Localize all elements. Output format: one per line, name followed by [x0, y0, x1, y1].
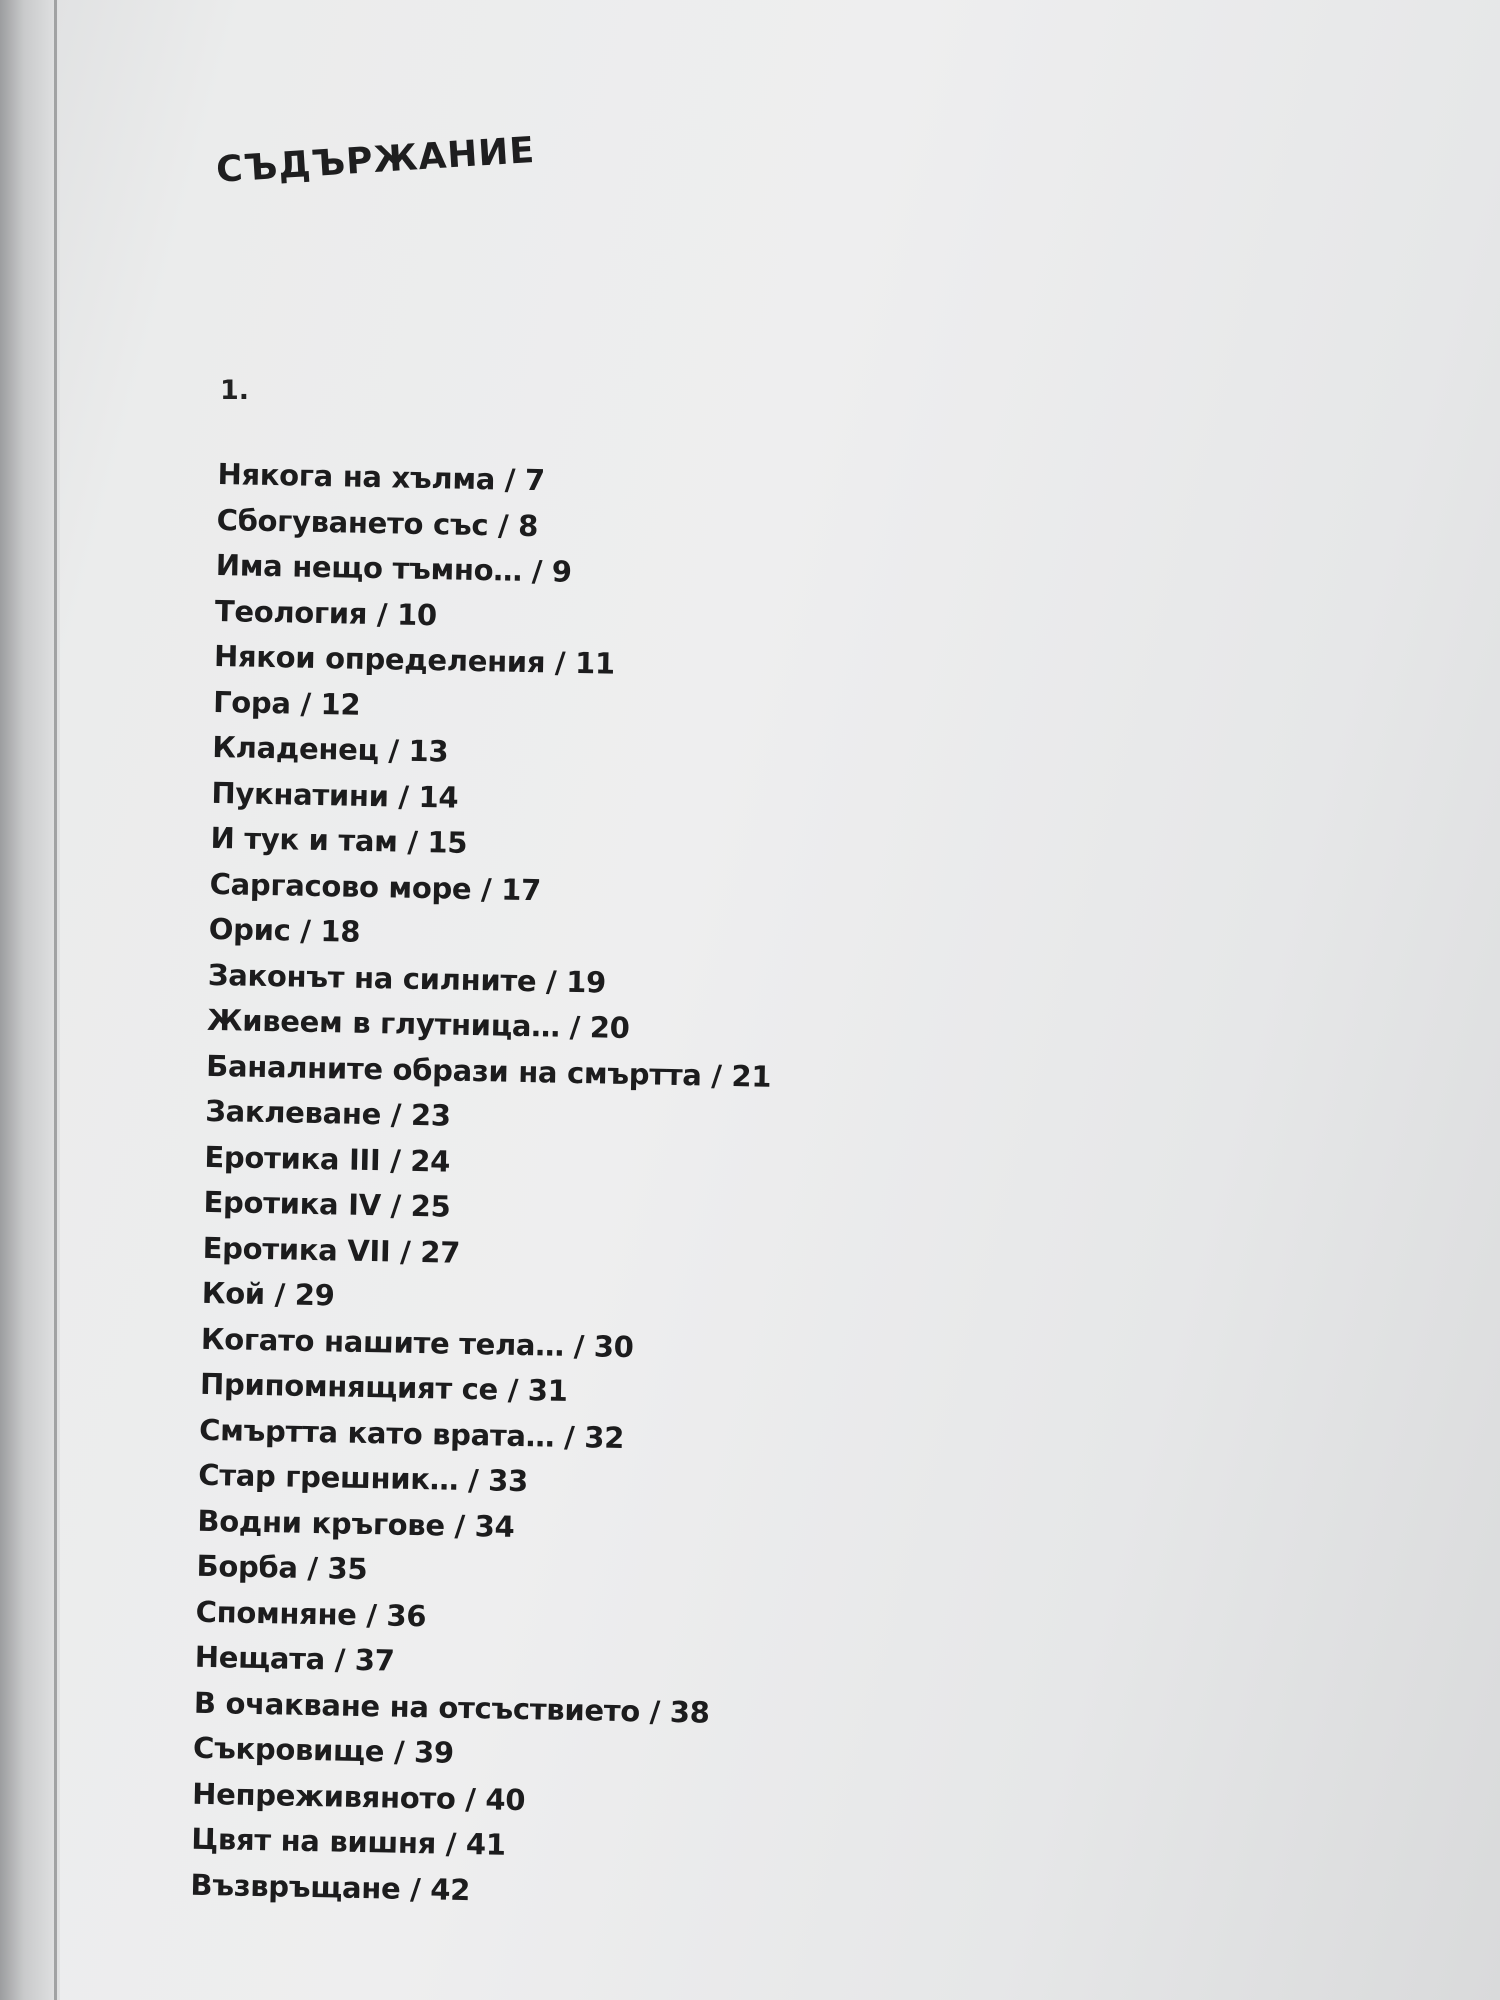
- toc-entry: Водни кръгове / 34: [197, 1503, 515, 1544]
- toc-entry: Живеем в глутница… / 20: [206, 1002, 630, 1046]
- toc-entry: Цвят на вишня / 41: [191, 1821, 507, 1862]
- show-through-text: [1283, 200, 1297, 1028]
- toc-entry: Възвръщане / 42: [190, 1867, 471, 1907]
- toc-entry: Еротика VII / 27: [202, 1230, 461, 1270]
- section-number: 1.: [220, 375, 250, 406]
- toc-entry: Заклеване / 23: [205, 1093, 451, 1133]
- toc-entry: Гора / 12: [212, 684, 361, 722]
- toc-entry: Смъртта като врата… / 32: [198, 1412, 625, 1455]
- toc-entry: Борба / 35: [196, 1548, 368, 1587]
- toc-entry: Саргасово море / 17: [209, 866, 542, 907]
- toc-entry: Спомняне / 36: [195, 1594, 427, 1633]
- page-edge-line: [54, 0, 57, 2000]
- toc-entry: Сбогуването със / 8: [216, 502, 539, 543]
- toc-entry: Орис / 18: [208, 911, 361, 949]
- toc-entry: Някога на хълма / 7: [217, 456, 546, 498]
- toc-entry: Нещата / 37: [194, 1639, 395, 1678]
- toc-entry: Пукнатини / 14: [211, 775, 459, 815]
- toc-entry: Законът на силните / 19: [207, 957, 607, 1000]
- toc-entry: В очакване на отсъствието / 38: [193, 1685, 710, 1730]
- toc-entry: Стар грешник… / 33: [198, 1457, 529, 1499]
- toc-entry: Непреживяното / 40: [191, 1776, 526, 1817]
- toc-entry: Припомнящият се / 31: [199, 1366, 568, 1408]
- toc-entry: Еротика III / 24: [204, 1139, 451, 1179]
- toc-entry: Еротика IV / 25: [203, 1184, 451, 1224]
- toc-entry: И тук и там / 15: [210, 820, 468, 860]
- toc-entry: Баналните образи на смъртта / 21: [205, 1048, 772, 1094]
- table-of-contents: [190, 452, 783, 1919]
- page-title: СЪДЪРЖАНИЕ: [215, 129, 537, 191]
- toc-entry: Кладенец / 13: [212, 729, 449, 769]
- toc-entry: Кой / 29: [201, 1275, 335, 1313]
- toc-entry: Има нещо тъмно… / 9: [215, 547, 573, 589]
- toc-entry: Теология / 10: [214, 593, 438, 632]
- toc-entry: Съкровище / 39: [192, 1730, 455, 1770]
- toc-entry: Някои определения / 11: [213, 638, 616, 681]
- toc-entry: Когато нашите тела… / 30: [200, 1321, 634, 1364]
- book-binding: [0, 0, 60, 2000]
